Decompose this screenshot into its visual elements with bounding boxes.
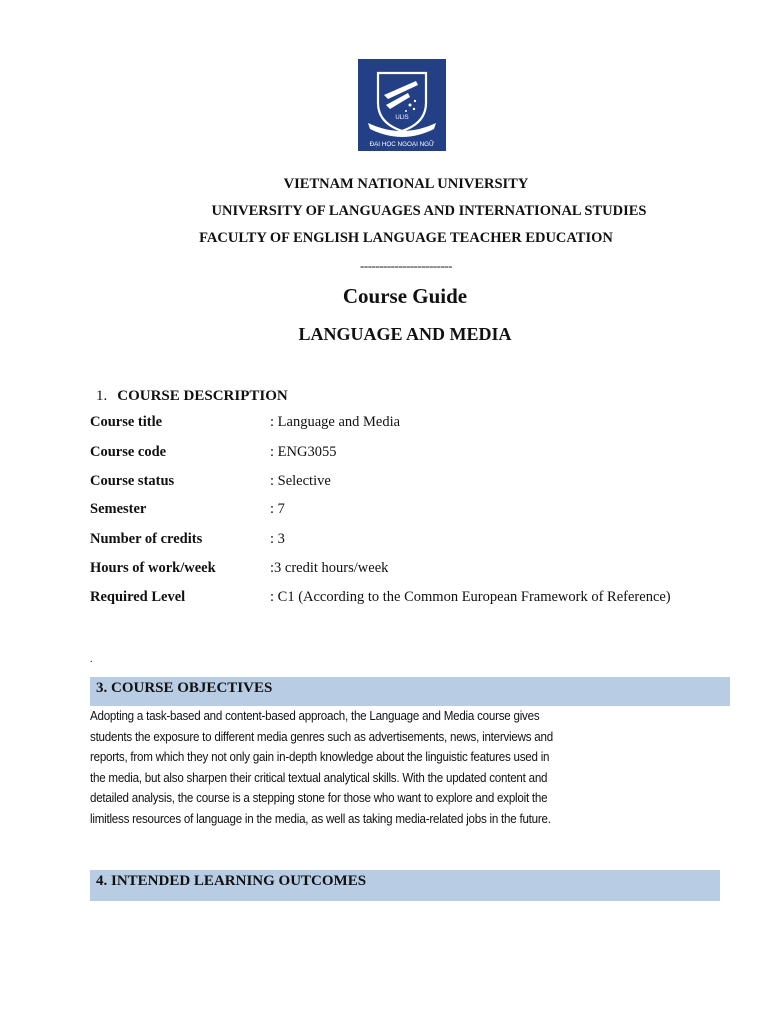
info-value: : ENG3055: [270, 444, 337, 460]
info-value: :3 credit hours/week: [270, 560, 389, 576]
info-value: : Language and Media: [270, 414, 401, 430]
header-line-1: VIETNAM NATIONAL UNIVERSITY: [283, 176, 529, 192]
paragraph-line: Adopting a task-based and content-based approach, the Language and Media course gives: [90, 709, 540, 723]
info-value: : Selective: [270, 473, 331, 489]
section-3-heading: 3. COURSE OBJECTIVES: [96, 680, 273, 696]
section-4-bar: [90, 870, 720, 901]
info-label: Course status: [90, 473, 175, 489]
document-subtitle: LANGUAGE AND MEDIA: [298, 324, 512, 344]
document-title: Course Guide: [342, 284, 468, 308]
info-label: Hours of work/week: [90, 560, 216, 576]
section-1-heading: [90, 388, 288, 405]
paragraph-line: reports, from which they not only gain in-depth knowledge about the linguistic features used in: [90, 750, 550, 764]
header-line-2: UNIVERSITY OF LANGUAGES AND INTERNATIONAL STUDIES: [211, 203, 647, 219]
logo-caption: ĐẠI HỌC NGOẠI NGỮ: [369, 141, 435, 148]
section-1-title: COURSE DESCRIPTION: [117, 388, 288, 404]
university-logo: [358, 59, 446, 151]
info-label: Number of credits: [90, 531, 203, 547]
section-4-heading: 4. INTENDED LEARNING OUTCOMES: [96, 873, 367, 889]
header-divider: ------------------------: [360, 258, 452, 273]
info-value: : 7: [270, 501, 285, 517]
header-line-3: FACULTY OF ENGLISH LANGUAGE TEACHER EDUCATION: [199, 230, 613, 246]
section-1-number: 1.: [96, 388, 108, 404]
info-label: Required Level: [90, 589, 186, 605]
info-label: Semester: [90, 501, 147, 517]
paragraph-line: students the exposure to different media genres such as advertisements, news, interviews and: [90, 729, 553, 744]
paragraph-line: limitless resources of language in the media, as well as taking media-related jobs in the future.: [90, 811, 551, 826]
info-value: : 3: [270, 531, 285, 547]
section-3-bar: [90, 677, 730, 706]
info-label: Course code: [90, 444, 167, 460]
info-value: : C1 (According to the Common European Framework of Reference): [270, 589, 671, 605]
objectives-paragraph: [90, 706, 670, 829]
stray-mark: .: [90, 654, 93, 665]
info-label: Course title: [90, 414, 163, 430]
paragraph-line: the media, but also sharpen their critical textual analytical skills. With the updated content and: [90, 770, 548, 785]
paragraph-line: detailed analysis, the course is a stepping stone for those who want to explore and exploit the: [90, 791, 548, 805]
logo-badge-text: ULIS: [395, 115, 409, 121]
